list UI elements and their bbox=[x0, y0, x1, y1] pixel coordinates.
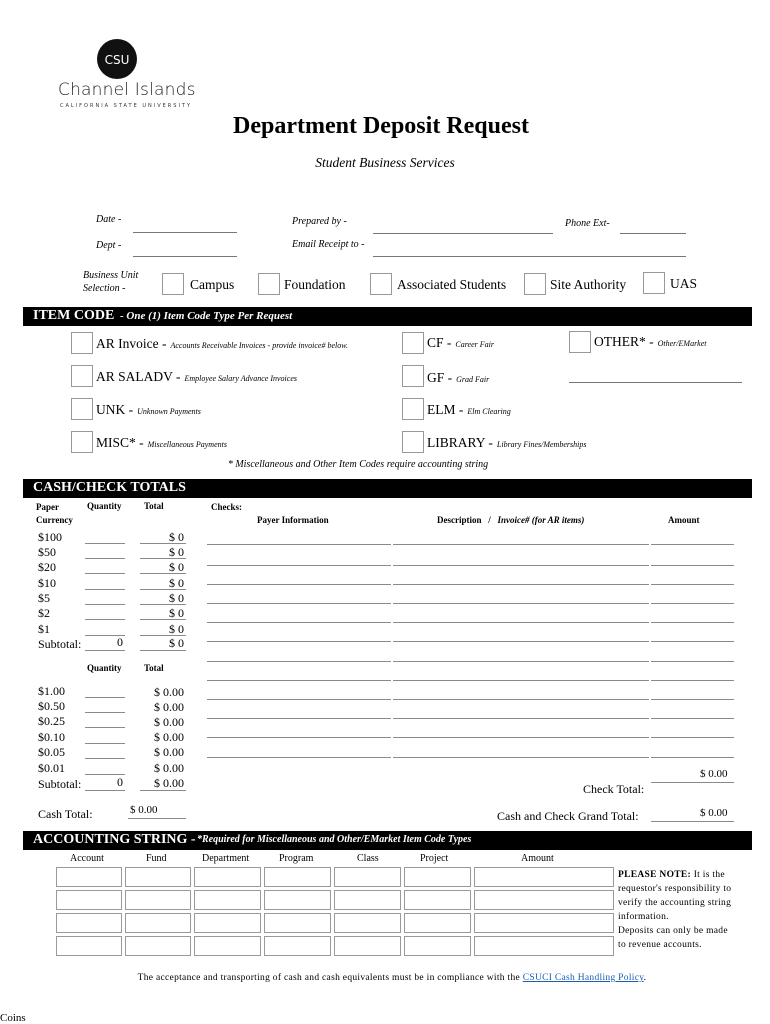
accounting-heading: ACCOUNTING STRING - bbox=[33, 832, 196, 847]
prepared-by-label: Prepared by - bbox=[292, 216, 347, 227]
ar-invoice-option: AR Invoice - Accounts Receivable Invoices - provide invoice# below. bbox=[96, 336, 348, 351]
check-row[interactable] bbox=[207, 661, 391, 662]
accounting-subheading: *Required for Miscellaneous and Other/EMarket Item Code Types bbox=[197, 834, 472, 845]
check-row[interactable] bbox=[651, 757, 734, 758]
check-row[interactable] bbox=[651, 699, 734, 700]
cash-check-heading: CASH/CHECK TOTALS bbox=[33, 480, 186, 495]
check-row[interactable] bbox=[393, 603, 649, 604]
check-row[interactable] bbox=[207, 622, 391, 623]
paper-total: $ 0 bbox=[169, 530, 184, 544]
coin-denom: $0.25 bbox=[38, 714, 65, 728]
check-row[interactable] bbox=[651, 641, 734, 642]
check-amount-header: Amount bbox=[668, 515, 700, 525]
email-label: Email Receipt to - bbox=[292, 239, 365, 250]
check-row[interactable] bbox=[393, 565, 649, 566]
paper-subtotal-rule bbox=[85, 650, 125, 651]
foundation-checkbox[interactable] bbox=[258, 273, 280, 295]
acct-cell[interactable] bbox=[404, 913, 471, 933]
other-option: OTHER* - Other/EMarket bbox=[594, 334, 707, 349]
logo-name: Channel Islands bbox=[58, 80, 196, 100]
acct-cell[interactable] bbox=[474, 867, 614, 887]
phone-field[interactable] bbox=[620, 233, 686, 234]
unk-option: UNK - Unknown Payments bbox=[96, 402, 201, 417]
paper-qty-field[interactable] bbox=[85, 558, 125, 559]
check-row[interactable] bbox=[393, 757, 649, 758]
acct-col-fund: Fund bbox=[146, 853, 167, 864]
coin-denom: $1.00 bbox=[38, 684, 65, 698]
acct-cell[interactable] bbox=[404, 936, 471, 956]
acct-cell[interactable] bbox=[56, 913, 122, 933]
check-row[interactable] bbox=[207, 641, 391, 642]
coin-qty-field[interactable] bbox=[85, 743, 125, 744]
check-row[interactable] bbox=[393, 641, 649, 642]
paper-total-rule bbox=[140, 619, 186, 620]
check-row[interactable] bbox=[207, 603, 391, 604]
paper-subtotal-label: Subtotal: bbox=[38, 637, 82, 651]
date-field[interactable] bbox=[133, 232, 237, 233]
acct-cell[interactable] bbox=[334, 913, 401, 933]
check-row[interactable] bbox=[393, 661, 649, 662]
check-total-value: $ 0.00 bbox=[700, 768, 728, 780]
page-title: Department Deposit Request bbox=[233, 113, 529, 139]
site-authority-label: Site Authority bbox=[550, 277, 627, 292]
acct-col-class: Class bbox=[357, 853, 379, 864]
paper-total: $ 0 bbox=[169, 622, 184, 636]
check-row[interactable] bbox=[393, 680, 649, 681]
acct-cell[interactable] bbox=[264, 890, 331, 910]
paper-total-rule bbox=[140, 573, 186, 574]
paper-subtotal-total: $ 0 bbox=[169, 636, 184, 650]
accounting-string-bar bbox=[23, 831, 752, 850]
acct-cell[interactable] bbox=[56, 867, 122, 887]
cf-checkbox[interactable] bbox=[402, 332, 424, 354]
acct-cell[interactable] bbox=[194, 890, 261, 910]
check-row[interactable] bbox=[393, 584, 649, 585]
business-unit-label: Business Unit Selection - bbox=[83, 270, 139, 294]
acct-col-program: Program bbox=[279, 853, 314, 864]
paper-qty-field[interactable] bbox=[85, 589, 125, 590]
acct-cell[interactable] bbox=[194, 913, 261, 933]
cash-handling-policy-link[interactable]: CSUCI Cash Handling Policy bbox=[522, 973, 644, 983]
acct-cell[interactable] bbox=[56, 936, 122, 956]
paper-currency-header: Paper Currency bbox=[36, 502, 73, 525]
misc-checkbox[interactable] bbox=[71, 431, 93, 453]
paper-denom: $50 bbox=[38, 545, 56, 559]
check-row[interactable] bbox=[651, 737, 734, 738]
paper-denom: $2 bbox=[38, 606, 50, 620]
paper-quantity-header: Quantity bbox=[87, 501, 122, 511]
check-row[interactable] bbox=[207, 737, 391, 738]
gf-option: GF - Grad Fair bbox=[427, 370, 490, 385]
acct-cell[interactable] bbox=[474, 890, 614, 910]
coin-denom: $0.05 bbox=[38, 745, 65, 759]
ar-saladv-checkbox[interactable] bbox=[71, 365, 93, 387]
coin-denom: $0.01 bbox=[38, 761, 65, 775]
acct-cell[interactable] bbox=[56, 890, 122, 910]
logo-subtitle: CALIFORNIA STATE UNIVERSITY bbox=[60, 103, 193, 109]
acct-cell[interactable] bbox=[125, 936, 191, 956]
uas-checkbox[interactable] bbox=[643, 272, 665, 294]
coin-subtotal-rule bbox=[85, 790, 125, 791]
check-row[interactable] bbox=[651, 565, 734, 566]
dept-field[interactable] bbox=[133, 256, 237, 257]
item-code-bar bbox=[23, 307, 752, 326]
library-checkbox[interactable] bbox=[402, 431, 424, 453]
check-row[interactable] bbox=[651, 584, 734, 585]
paper-total-rule bbox=[140, 543, 186, 544]
acct-cell[interactable] bbox=[404, 890, 471, 910]
coin-subtotal-label: Subtotal: bbox=[38, 777, 82, 791]
logo-monogram: CSU bbox=[104, 53, 130, 67]
check-row[interactable] bbox=[393, 737, 649, 738]
check-total-label: Check Total: bbox=[583, 782, 645, 796]
coin-quantity-header: Quantity bbox=[87, 663, 122, 673]
misc-option: MISC* - Miscellaneous Payments bbox=[96, 435, 227, 450]
associated-students-label: Associated Students bbox=[397, 277, 507, 292]
payer-header: Payer Information bbox=[257, 515, 329, 525]
check-row[interactable] bbox=[651, 661, 734, 662]
cf-option: CF - Career Fair bbox=[427, 335, 494, 350]
site-authority-checkbox[interactable] bbox=[524, 273, 546, 295]
acct-cell[interactable] bbox=[264, 936, 331, 956]
checks-header: Checks: bbox=[211, 502, 242, 512]
coin-subtotal-qty: 0 bbox=[117, 775, 123, 789]
acct-cell[interactable] bbox=[334, 936, 401, 956]
paper-denom: $1 bbox=[38, 622, 50, 636]
cash-total-value: $ 0.00 bbox=[130, 804, 158, 816]
check-row[interactable] bbox=[207, 718, 391, 719]
acct-cell[interactable] bbox=[194, 867, 261, 887]
coin-total: $ 0.00 bbox=[154, 745, 184, 759]
acct-col-project: Project bbox=[420, 853, 449, 864]
acct-col-account: Account bbox=[70, 853, 104, 864]
prepared-by-field[interactable] bbox=[373, 233, 553, 234]
acct-cell[interactable] bbox=[334, 890, 401, 910]
paper-subtotal-qty: 0 bbox=[117, 635, 123, 649]
paper-total-rule bbox=[140, 558, 186, 559]
acct-cell[interactable] bbox=[474, 936, 614, 956]
coin-total: $ 0.00 bbox=[154, 730, 184, 744]
unk-checkbox[interactable] bbox=[71, 398, 93, 420]
gf-checkbox[interactable] bbox=[402, 365, 424, 387]
cash-check-bar bbox=[23, 479, 752, 498]
paper-total: $ 0 bbox=[169, 560, 184, 574]
grand-total-rule bbox=[651, 821, 734, 822]
ar-saladv-option: AR SALADV - Employee Salary Advance Invoices bbox=[96, 369, 297, 384]
coin-total-header: Total bbox=[144, 663, 164, 673]
paper-total: $ 0 bbox=[169, 591, 184, 605]
elm-option: ELM - Elm Clearing bbox=[427, 402, 511, 417]
uas-label: UAS bbox=[670, 276, 698, 291]
paper-denom: $10 bbox=[38, 576, 56, 590]
coin-subtotal-total-rule bbox=[140, 790, 186, 791]
email-field[interactable] bbox=[373, 256, 686, 257]
paper-denom: $5 bbox=[38, 591, 50, 605]
acct-cell[interactable] bbox=[334, 867, 401, 887]
phone-label: Phone Ext- bbox=[565, 218, 610, 229]
check-total-rule bbox=[651, 782, 734, 783]
paper-qty-field[interactable] bbox=[85, 573, 125, 574]
paper-total-rule bbox=[140, 589, 186, 590]
coin-total: $ 0.00 bbox=[154, 761, 184, 775]
check-row[interactable] bbox=[393, 699, 649, 700]
please-note: PLEASE NOTE: It is the requestor's responsibility to verify the accounting string information. Deposits can only be made to revenue accounts. bbox=[618, 870, 732, 950]
other-description-field[interactable] bbox=[569, 382, 742, 383]
date-label: Date - bbox=[96, 214, 122, 225]
check-row[interactable] bbox=[651, 718, 734, 719]
check-row[interactable] bbox=[651, 603, 734, 604]
check-row[interactable] bbox=[393, 718, 649, 719]
check-row[interactable] bbox=[393, 622, 649, 623]
check-row[interactable] bbox=[651, 622, 734, 623]
campus-checkbox[interactable] bbox=[162, 273, 184, 295]
coin-denom: $0.50 bbox=[38, 699, 65, 713]
coin-denom: $0.10 bbox=[38, 730, 65, 744]
coin-qty-field[interactable] bbox=[85, 758, 125, 759]
check-row[interactable] bbox=[207, 757, 391, 758]
coin-subtotal-total: $ 0.00 bbox=[154, 776, 184, 790]
paper-denom: $100 bbox=[38, 530, 62, 544]
check-row[interactable] bbox=[651, 544, 734, 545]
acct-cell[interactable] bbox=[404, 867, 471, 887]
paper-total-rule bbox=[140, 604, 186, 605]
paper-denom: $20 bbox=[38, 560, 56, 574]
library-option: LIBRARY - Library Fines/Memberships bbox=[427, 435, 587, 450]
elm-checkbox[interactable] bbox=[402, 398, 424, 420]
footer-note: The acceptance and transporting of cash and cash equivalents must be in compliance with the CSUCI Cash Handling Policy. bbox=[137, 973, 647, 983]
acct-col-amount: Amount bbox=[521, 853, 554, 864]
paper-subtotal-total-rule bbox=[140, 650, 186, 651]
item-code-note: * Miscellaneous and Other Item Codes require accounting string bbox=[227, 459, 489, 470]
acct-cell[interactable] bbox=[125, 913, 191, 933]
paper-total: $ 0 bbox=[169, 576, 184, 590]
check-row[interactable] bbox=[393, 544, 649, 545]
paper-total: $ 0 bbox=[169, 545, 184, 559]
description-header: Description / Invoice# (for AR items) bbox=[437, 515, 585, 525]
dept-label: Dept - bbox=[96, 240, 122, 251]
acct-cell[interactable] bbox=[125, 890, 191, 910]
item-code-subheading: - One (1) Item Code Type Per Request bbox=[120, 310, 293, 322]
paper-qty-field[interactable] bbox=[85, 619, 125, 620]
acct-col-department: Department bbox=[202, 853, 250, 864]
paper-qty-field[interactable] bbox=[85, 604, 125, 605]
check-row[interactable] bbox=[207, 699, 391, 700]
foundation-label: Foundation bbox=[284, 277, 346, 292]
acct-cell[interactable] bbox=[194, 936, 261, 956]
paper-total: $ 0 bbox=[169, 606, 184, 620]
check-row[interactable] bbox=[651, 680, 734, 681]
paper-total-header: Total bbox=[144, 501, 164, 511]
acct-cell[interactable] bbox=[264, 867, 331, 887]
check-row[interactable] bbox=[207, 584, 391, 585]
coin-total: $ 0.00 bbox=[154, 700, 184, 714]
campus-label: Campus bbox=[190, 277, 235, 292]
coin-qty-field[interactable] bbox=[85, 712, 125, 713]
cash-total-rule bbox=[128, 818, 186, 819]
csu-monogram-icon bbox=[96, 38, 138, 80]
grand-total-value: $ 0.00 bbox=[700, 807, 728, 819]
acct-cell[interactable] bbox=[264, 913, 331, 933]
coin-qty-field[interactable] bbox=[85, 727, 125, 728]
paper-qty-field[interactable] bbox=[85, 543, 125, 544]
check-row[interactable] bbox=[207, 680, 391, 681]
coin-total: $ 0.00 bbox=[154, 715, 184, 729]
other-checkbox[interactable] bbox=[569, 331, 591, 353]
coin-qty-field[interactable] bbox=[85, 697, 125, 698]
acct-cell[interactable] bbox=[474, 913, 614, 933]
item-code-heading: ITEM CODE bbox=[33, 308, 115, 323]
ar-invoice-checkbox[interactable] bbox=[71, 332, 93, 354]
grand-total-label: Cash and Check Grand Total: bbox=[497, 809, 639, 823]
acct-cell[interactable] bbox=[125, 867, 191, 887]
coins-label: Coins bbox=[0, 1012, 26, 1024]
associated-students-checkbox[interactable] bbox=[370, 273, 392, 295]
cash-total-label: Cash Total: bbox=[38, 807, 93, 821]
check-row[interactable] bbox=[207, 565, 391, 566]
coin-total: $ 0.00 bbox=[154, 685, 184, 699]
page-subtitle: Student Business Services bbox=[315, 155, 455, 170]
check-row[interactable] bbox=[207, 544, 391, 545]
